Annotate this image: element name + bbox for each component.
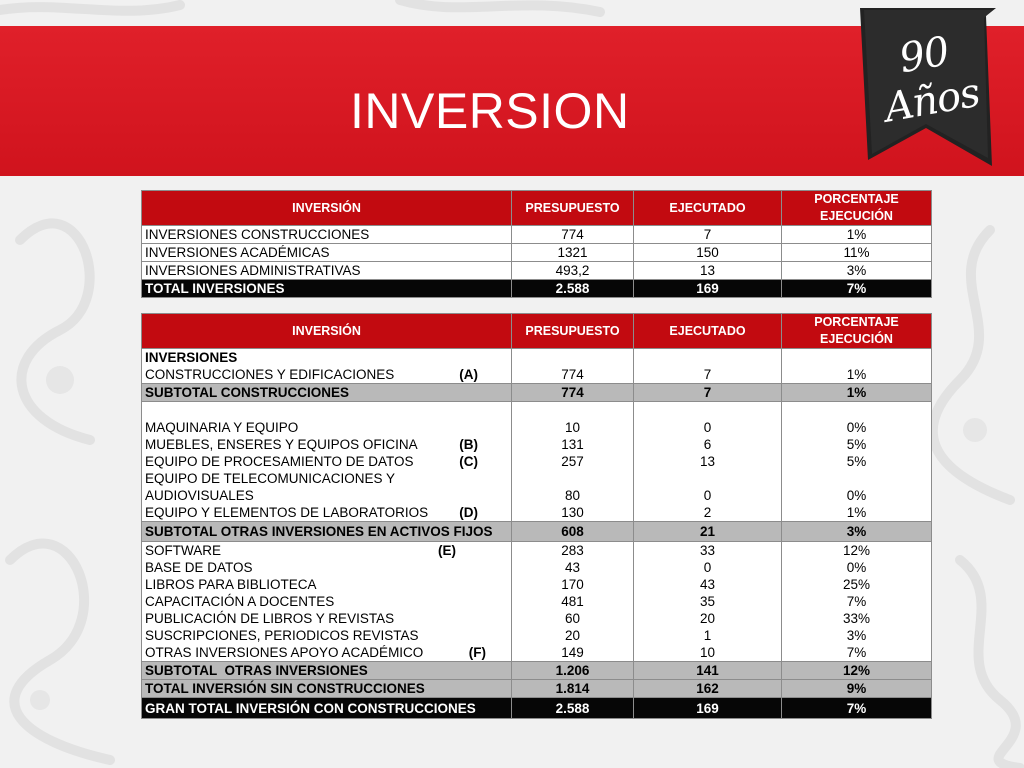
row-label: EQUIPO Y ELEMENTOS DE LABORATORIOS <box>145 505 429 520</box>
cell-value: 7% <box>846 594 867 609</box>
cell-value: 1 <box>703 628 712 643</box>
row-code: (C) <box>459 454 478 469</box>
row-label: EQUIPO DE PROCESAMIENTO DE DATOS <box>145 454 414 469</box>
total-presupuesto: 2.588 <box>512 280 634 298</box>
cell-value: 20 <box>564 628 581 643</box>
otras-presupuesto <box>512 542 634 662</box>
total-label: TOTAL INVERSIÓN SIN CONSTRUCCIONES <box>142 680 512 698</box>
total-label: TOTAL INVERSIONES <box>142 280 512 298</box>
activos-presupuesto <box>512 402 634 522</box>
activos-fijos-block <box>142 402 932 522</box>
row-code: (A) <box>459 367 478 382</box>
row-label: SUSCRIPCIONES, PERIODICOS REVISTAS <box>145 628 419 643</box>
header-inversion: INVERSIÓN <box>142 191 512 226</box>
cell-value: 7% <box>846 645 867 660</box>
list-item <box>145 593 508 610</box>
list-item <box>145 419 508 436</box>
subtotal-row <box>142 522 932 542</box>
cell-value: 25% <box>842 577 871 592</box>
grand-total-porcentaje: 7% <box>782 698 932 719</box>
otras-porcentaje <box>782 542 932 662</box>
cell-value <box>785 470 928 487</box>
cell-value: 130 <box>561 505 584 520</box>
subtotal-porcentaje: 1% <box>782 384 932 402</box>
activos-porcentaje <box>782 402 932 522</box>
row-code: (F) <box>468 645 486 660</box>
table-row <box>142 262 932 280</box>
row-ejecutado: 7 <box>634 349 782 384</box>
cell-value: 170 <box>561 577 584 592</box>
row-label: MAQUINARIA Y EQUIPO <box>145 420 299 435</box>
list-item <box>145 436 508 453</box>
cell-value: 257 <box>561 454 584 469</box>
anniversary-logo: 90 Años <box>881 28 983 132</box>
cell-value: 43 <box>699 577 716 592</box>
list-item <box>145 559 508 576</box>
subtotal-presupuesto: 1.206 <box>512 662 634 680</box>
list-item <box>145 504 508 521</box>
header-inversion: INVERSIÓN <box>142 314 512 349</box>
subtotal-porcentaje: 3% <box>782 522 932 542</box>
subtotal-presupuesto: 774 <box>512 384 634 402</box>
subtotal-ejecutado: 7 <box>634 384 782 402</box>
list-item <box>145 470 508 487</box>
subtotal-label: SUBTOTAL OTRAS INVERSIONES <box>142 662 512 680</box>
row-porcentaje: 1% <box>782 349 932 384</box>
header-porcentaje: PORCENTAJE EJECUCIÓN <box>782 191 932 226</box>
list-item <box>145 453 508 470</box>
total-presupuesto: 1.814 <box>512 680 634 698</box>
cell-value: 0 <box>703 488 712 503</box>
table-row <box>142 226 932 244</box>
detail-header-row <box>142 314 932 349</box>
row-presupuesto: 493,2 <box>512 262 634 280</box>
cell-value: 131 <box>561 437 584 452</box>
row-code: (D) <box>459 505 478 520</box>
cell-value: 5% <box>846 437 867 452</box>
subtotal-ejecutado: 141 <box>634 662 782 680</box>
total-porcentaje: 9% <box>782 680 932 698</box>
cell-value: 2 <box>703 505 712 520</box>
row-porcentaje: 3% <box>782 262 932 280</box>
cell-value: 0 <box>703 560 712 575</box>
row-label: LIBROS PARA BIBLIOTECA <box>145 577 317 592</box>
summary-header-row <box>142 191 932 226</box>
cell-value: 6 <box>703 437 712 452</box>
row-label: CONSTRUCCIONES Y EDIFICACIONES <box>145 367 395 382</box>
row-presupuesto: 774 <box>512 349 634 384</box>
list-item <box>145 627 508 644</box>
grand-total-ejecutado: 169 <box>634 698 782 719</box>
gran-total-row <box>142 698 932 719</box>
header-presupuesto: PRESUPUESTO <box>512 314 634 349</box>
header-porcentaje: PORCENTAJE EJECUCIÓN <box>782 314 932 349</box>
cell-value: 0% <box>846 488 867 503</box>
row-ejecutado: 7 <box>634 226 782 244</box>
row-label: CAPACITACIÓN A DOCENTES <box>145 594 335 609</box>
construcciones-block <box>142 349 932 384</box>
cell-value: 5% <box>846 454 867 469</box>
cell-value: 43 <box>564 560 581 575</box>
row-label: SOFTWARE <box>145 543 221 558</box>
row-label: EQUIPO DE TELECOMUNICACIONES Y <box>145 471 396 486</box>
row-label: AUDIOVISUALES <box>145 488 254 503</box>
row-label: MUEBLES, ENSERES Y EQUIPOS OFICINA <box>145 437 418 452</box>
cell-value: 13 <box>699 454 716 469</box>
row-label: PUBLICACIÓN DE LIBROS Y REVISTAS <box>145 611 395 626</box>
cell-value: 149 <box>561 645 584 660</box>
subtotal-row <box>142 662 932 680</box>
cell-value <box>515 470 630 487</box>
cell-value: 35 <box>699 594 716 609</box>
subtotal-label: SUBTOTAL CONSTRUCCIONES <box>142 384 512 402</box>
row-ejecutado: 13 <box>634 262 782 280</box>
row-label: INVERSIONES CONSTRUCCIONES <box>142 226 512 244</box>
cell-value: 283 <box>561 543 584 558</box>
otras-block <box>142 542 932 662</box>
subtotal-porcentaje: 12% <box>782 662 932 680</box>
slide-title: INVERSION <box>350 83 630 139</box>
total-ejecutado: 162 <box>634 680 782 698</box>
cell-value: 10 <box>699 645 716 660</box>
cell-value: 20 <box>699 611 716 626</box>
subtotal-label: SUBTOTAL OTRAS INVERSIONES EN ACTIVOS FIJOS <box>142 522 512 542</box>
subtotal-ejecutado: 21 <box>634 522 782 542</box>
activos-labels <box>142 402 512 522</box>
header-ejecutado: EJECUTADO <box>634 314 782 349</box>
row-label: BASE DE DATOS <box>145 560 253 575</box>
cell-value: 0% <box>846 560 867 575</box>
cell-value: 1% <box>846 505 867 520</box>
row-label: INVERSIONES ADMINISTRATIVAS <box>142 262 512 280</box>
total-ejecutado: 169 <box>634 280 782 298</box>
cell-value: 481 <box>561 594 584 609</box>
grand-total-label: GRAN TOTAL INVERSIÓN CON CONSTRUCCIONES <box>142 698 512 719</box>
header-ejecutado: EJECUTADO <box>634 191 782 226</box>
total-porcentaje: 7% <box>782 280 932 298</box>
grand-total-presupuesto: 2.588 <box>512 698 634 719</box>
list-item <box>145 487 508 504</box>
row-presupuesto: 1321 <box>512 244 634 262</box>
cell-value: 33 <box>699 543 716 558</box>
group-label: INVERSIONES <box>145 350 238 365</box>
row-label: OTRAS INVERSIONES APOYO ACADÉMICO <box>145 645 424 660</box>
total-sin-construcciones-row <box>142 680 932 698</box>
row-porcentaje: 11% <box>782 244 932 262</box>
cell-value: 0% <box>846 420 867 435</box>
activos-ejecutado <box>634 402 782 522</box>
row-code: (B) <box>459 437 478 452</box>
list-item <box>145 576 508 593</box>
list-item <box>145 610 508 627</box>
cell-value: 12% <box>842 543 871 558</box>
row-code: (E) <box>438 543 456 558</box>
group-cell <box>142 349 512 384</box>
detail-table <box>141 313 932 719</box>
cell-value: 0 <box>703 420 712 435</box>
row-label: INVERSIONES ACADÉMICAS <box>142 244 512 262</box>
list-item <box>145 542 508 559</box>
row-ejecutado: 150 <box>634 244 782 262</box>
construcciones-line <box>145 366 508 383</box>
cell-value: 80 <box>564 488 581 503</box>
header-presupuesto: PRESUPUESTO <box>512 191 634 226</box>
summary-table <box>141 190 932 298</box>
table-row <box>142 244 932 262</box>
cell-value: 3% <box>846 628 867 643</box>
cell-value <box>637 470 778 487</box>
row-presupuesto: 774 <box>512 226 634 244</box>
otras-labels <box>142 542 512 662</box>
cell-value: 33% <box>842 611 871 626</box>
total-row <box>142 280 932 298</box>
cell-value: 60 <box>564 611 581 626</box>
list-item <box>145 644 508 661</box>
subtotal-presupuesto: 608 <box>512 522 634 542</box>
cell-value: 10 <box>564 420 581 435</box>
otras-ejecutado <box>634 542 782 662</box>
subtotal-row <box>142 384 932 402</box>
row-porcentaje: 1% <box>782 226 932 244</box>
